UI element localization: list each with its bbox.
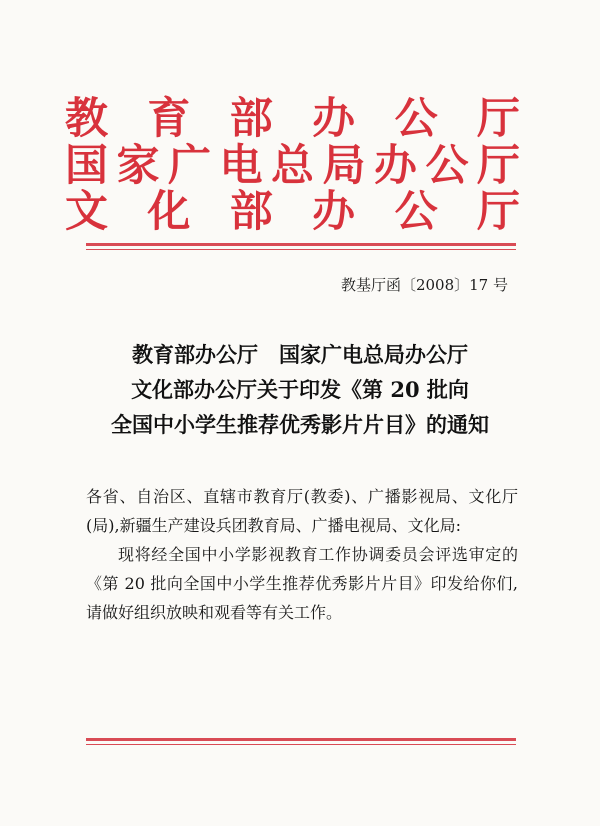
footer-rule-thin bbox=[86, 744, 516, 745]
document-number: 教基厅函〔2008〕17 号 bbox=[340, 276, 508, 294]
header-char: 厅 bbox=[477, 141, 520, 191]
header-char: 部 bbox=[229, 187, 273, 237]
header-char: 文 bbox=[65, 187, 108, 237]
issuer-line-3 bbox=[65, 187, 520, 237]
header-char: 公 bbox=[394, 94, 438, 144]
header-char: 家 bbox=[116, 141, 160, 191]
header-char: 公 bbox=[425, 141, 469, 191]
issuer-line-1 bbox=[65, 94, 520, 144]
footer-rule-thick bbox=[86, 738, 516, 741]
body-paragraph: 现将经全国中小学影视教育工作协调委员会评选审定的《第 20 批向全国中小学生推荐优秀影片片目》印发给你们,请做好组织放映和观看等有关工作。 bbox=[86, 545, 518, 622]
recipients-paragraph: 各省、自治区、直辖市教育厅(教委)、广播影视局、文化厅(局),新疆生产建设兵团教育局、广播电视局、文化局: bbox=[86, 487, 518, 535]
header-char: 公 bbox=[394, 187, 438, 237]
footer-rule bbox=[86, 738, 516, 745]
title-line-2: 文化部办公厅关于印发《第 20 批向 bbox=[131, 377, 469, 402]
header-char: 总 bbox=[271, 141, 314, 191]
title-line-1: 教育部办公厅 国家广电总局办公厅 bbox=[132, 342, 468, 367]
header-rule-thick bbox=[86, 243, 516, 246]
header-char: 广 bbox=[168, 141, 211, 191]
title-line-3: 全国中小学生推荐优秀影片片目》的通知 bbox=[111, 412, 489, 437]
header-char: 办 bbox=[374, 141, 417, 191]
header-rule bbox=[86, 243, 516, 250]
header-char: 化 bbox=[147, 187, 191, 237]
header-char: 部 bbox=[229, 94, 273, 144]
header-char: 办 bbox=[312, 187, 356, 237]
header-char: 办 bbox=[312, 94, 356, 144]
header-char: 育 bbox=[147, 94, 191, 144]
document-body bbox=[86, 482, 518, 627]
header-rule-thin bbox=[86, 249, 516, 250]
header-char: 厅 bbox=[476, 94, 520, 144]
header-char: 厅 bbox=[476, 187, 520, 237]
header-char: 局 bbox=[322, 141, 366, 191]
header-char: 电 bbox=[219, 141, 263, 191]
header-char: 教 bbox=[65, 94, 108, 144]
header-char: 国 bbox=[65, 141, 108, 191]
issuer-line-2 bbox=[65, 141, 520, 191]
